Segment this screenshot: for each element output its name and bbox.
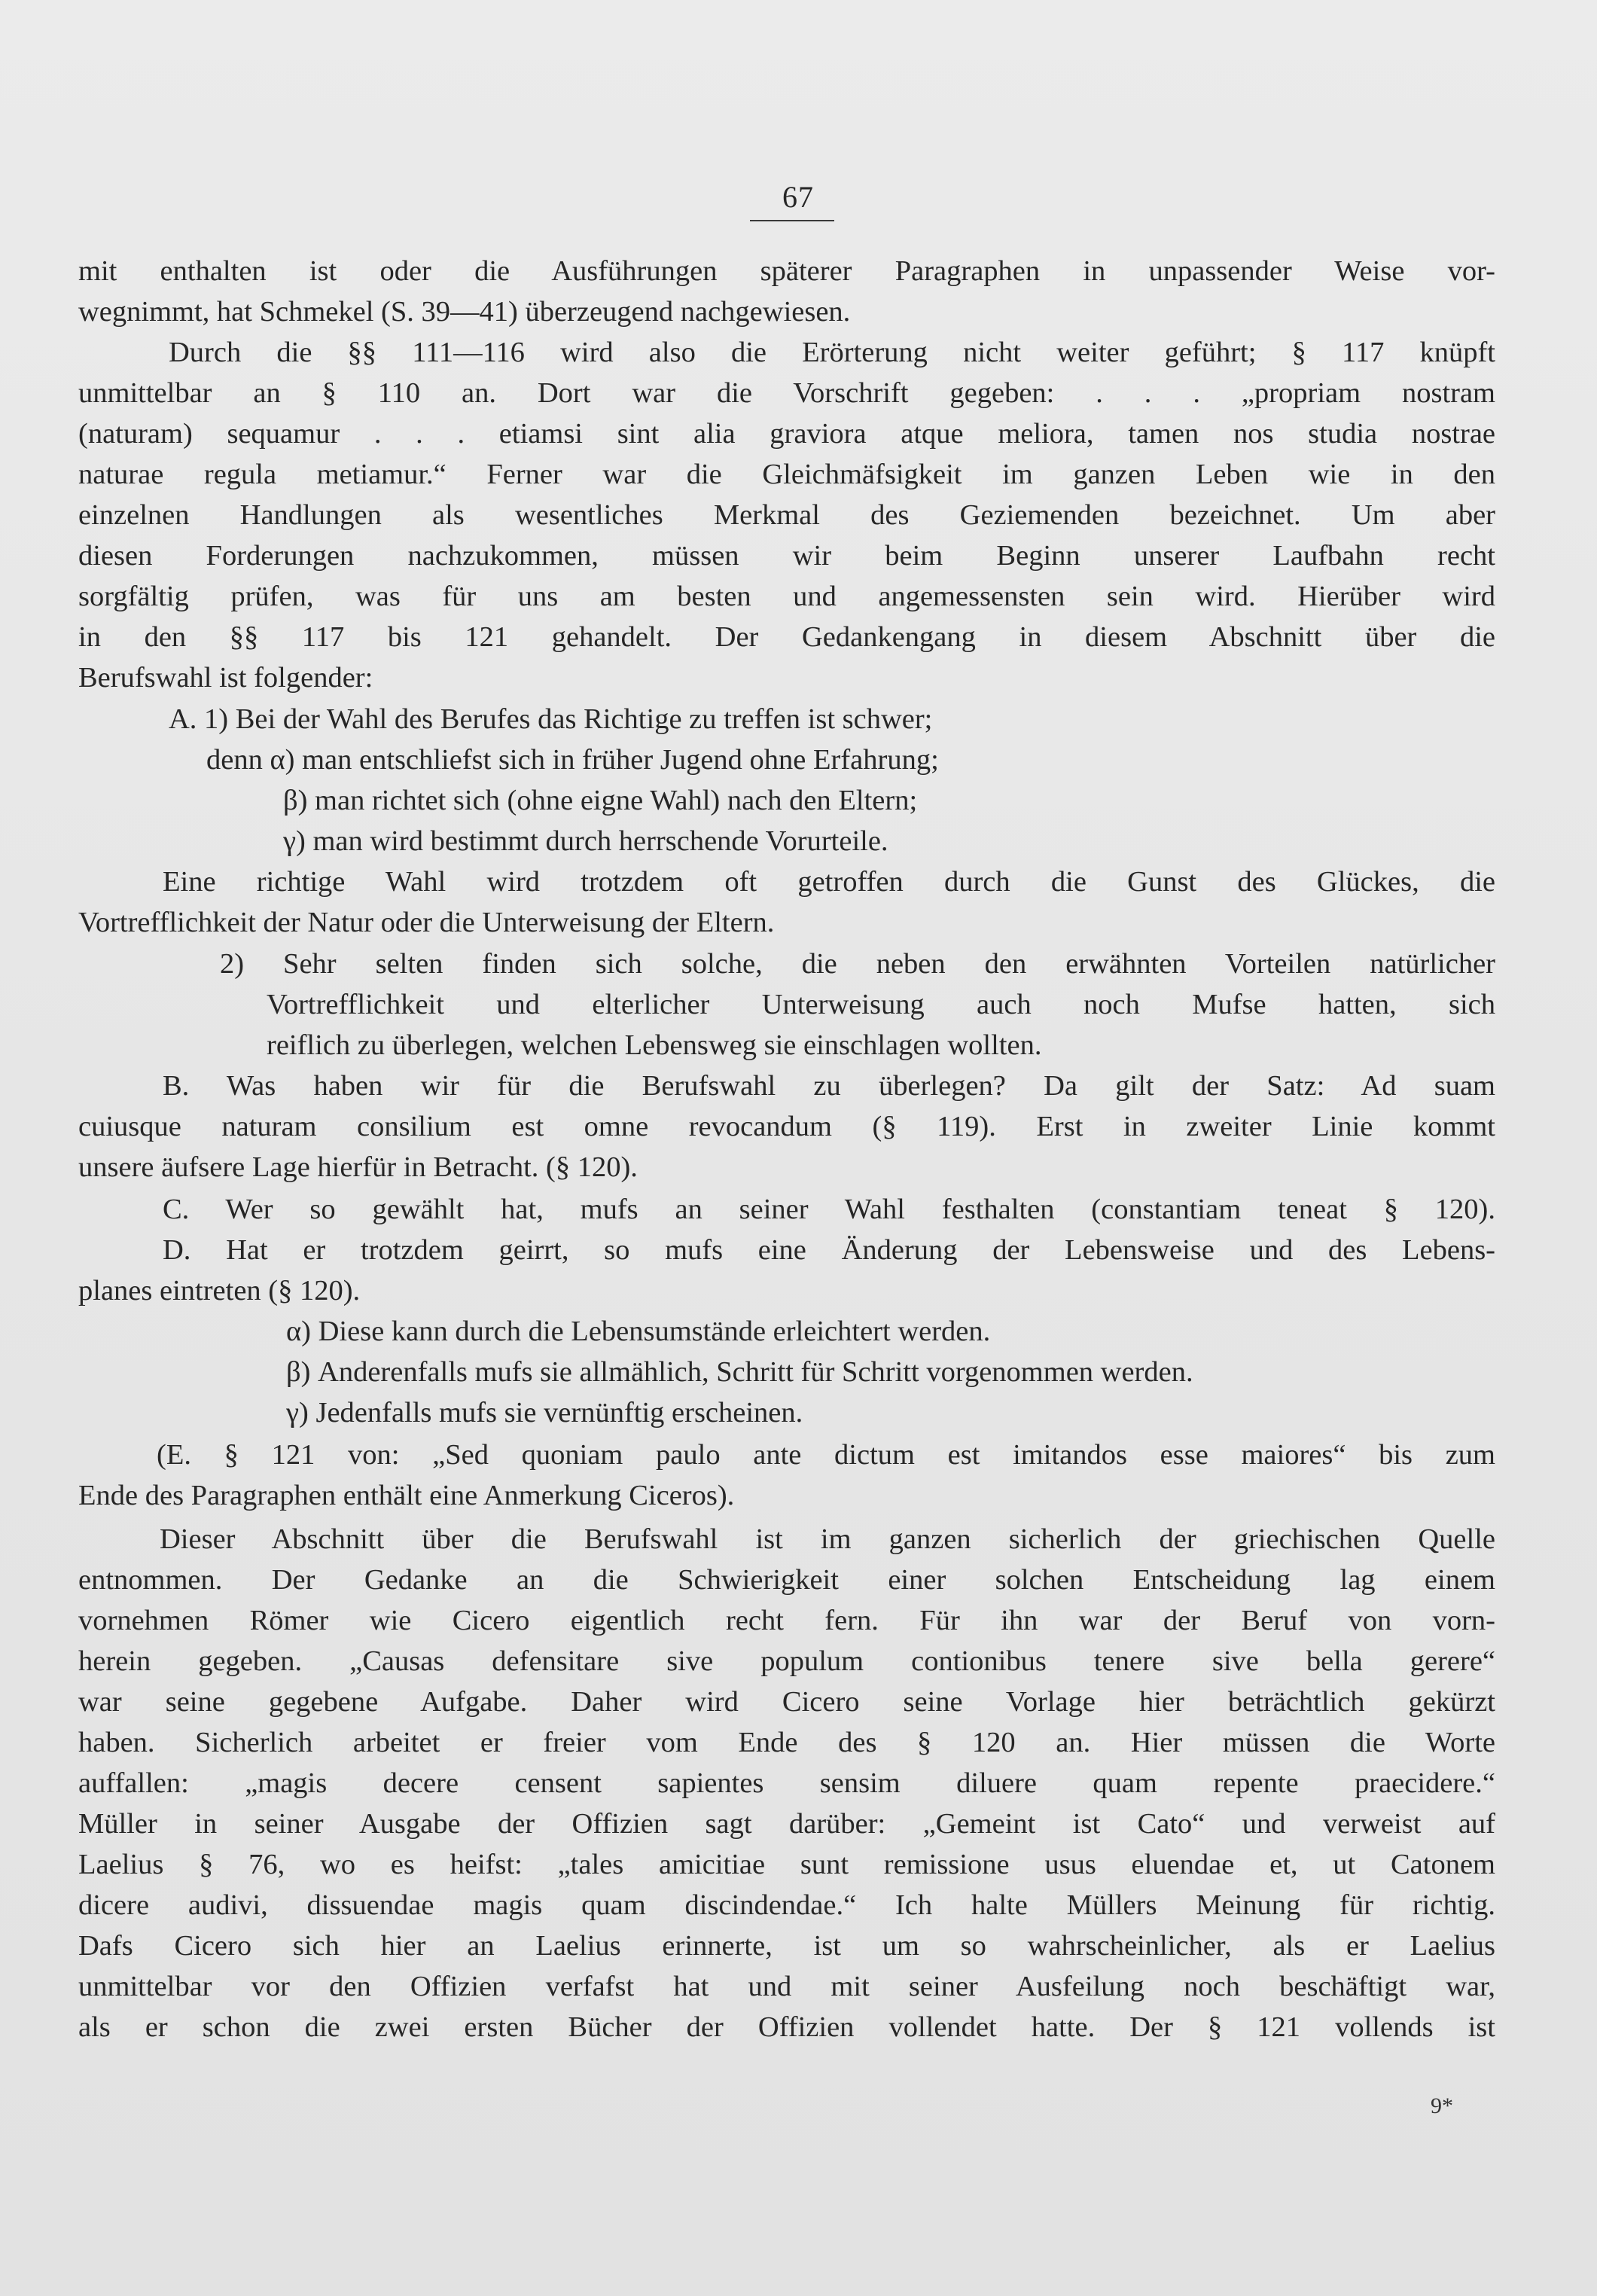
text-line: unmittelbar vor den Offizien verfafst hat und mit seiner Ausfeilung noch beschäftigt war,: [78, 1971, 1495, 2002]
text-line: entnommen. Der Gedanke an die Schwierigkeit einer solchen Entscheidung lag einem: [78, 1564, 1495, 1596]
text-line: Dieser Abschnitt über die Berufswahl ist im ganzen sicherlich der griechischen Quelle: [160, 1523, 1495, 1555]
text-line: als er schon die zwei ersten Bücher der Offizien vollendet hatte. Der § 121 vollends ist: [78, 2011, 1495, 2043]
list-item: reiflich zu überlegen, welchen Lebensweg sie einschlagen wollten.: [267, 1029, 1042, 1061]
page-number: 67: [782, 180, 814, 214]
text-line: sorgfältig prüfen, was für uns am besten und angemessensten sein wird. Hierüber wird: [78, 581, 1495, 612]
list-item: Vortrefflichkeit und elterlicher Unterweisung auch noch Mufse hatten, sich: [267, 989, 1495, 1020]
text-line: unmittelbar an § 110 an. Dort war die Vorschrift gegeben: . . . „propriam nostram: [78, 377, 1495, 409]
text-line: naturae regula metiamur.“ Ferner war die Gleichmäfsigkeit im ganzen Leben wie in den: [78, 459, 1495, 490]
list-item: denn α) man entschliefst sich in früher Jugend ohne Erfahrung;: [206, 744, 939, 776]
text-line: cuiusque naturam consilium est omne revocandum (§ 119). Erst in zweiter Linie kommt: [78, 1111, 1495, 1142]
text-line: mit enthalten ist oder die Ausführungen späterer Paragraphen in unpassender Weise vor-: [78, 255, 1495, 287]
text-line: auffallen: „magis decere censent sapientes sensim diluere quam repente praecidere.“: [78, 1767, 1495, 1799]
text-line: diesen Forderungen nachzukommen, müssen wir beim Beginn unserer Laufbahn recht: [78, 540, 1495, 572]
list-item: β) Anderenfalls mufs sie allmählich, Schritt für Schritt vorgenommen werden.: [286, 1356, 1193, 1388]
text-line: dicere audivi, dissuendae magis quam discindendae.“ Ich halte Müllers Meinung für richtig.: [78, 1889, 1495, 1921]
text-line: Müller in seiner Ausgabe der Offizien sagt darüber: „Gemeint ist Cato“ und verweist auf: [78, 1808, 1495, 1840]
text-line: wegnimmt, hat Schmekel (S. 39—41) überzeugend nachgewiesen.: [78, 296, 851, 328]
text-line: herein gegeben. „Causas defensitare sive populum contionibus tenere sive bella gerere“: [78, 1645, 1495, 1677]
text-line: einzelnen Handlungen als wesentliches Merkmal des Geziemenden bezeichnet. Um aber: [78, 499, 1495, 531]
text-line: Ende des Paragraphen enthält eine Anmerkung Ciceros).: [78, 1480, 735, 1511]
text-line: planes eintreten (§ 120).: [78, 1275, 361, 1307]
text-line: (E. § 121 von: „Sed quoniam paulo ante dictum est imitandos esse maiores“ bis zum: [157, 1439, 1495, 1471]
text-line: (naturam) sequamur . . . etiamsi sint alia graviora atque meliora, tamen nos studia nostrae: [78, 418, 1495, 450]
list-item: 2) Sehr selten finden sich solche, die neben den erwähnten Vorteilen natürlicher: [220, 948, 1495, 980]
text-line: in den §§ 117 bis 121 gehandelt. Der Gedankengang in diesem Abschnitt über die: [78, 621, 1495, 653]
list-item: A. 1) Bei der Wahl des Berufes das Richtige zu treffen ist schwer;: [169, 703, 933, 735]
list-item: γ) Jedenfalls mufs sie vernünftig erscheinen.: [286, 1397, 803, 1429]
text-line: Eine richtige Wahl wird trotzdem oft getroffen durch die Gunst des Glückes, die: [163, 866, 1495, 898]
text-line: Dafs Cicero sich hier an Laelius erinnerte, ist um so wahrscheinlicher, als er Laelius: [78, 1930, 1495, 1962]
text-line: vornehmen Römer wie Cicero eigentlich recht fern. Für ihn war der Beruf von vorn-: [78, 1605, 1495, 1636]
text-line: unsere äufsere Lage hierfür in Betracht. (§ 120).: [78, 1151, 638, 1183]
text-line: war seine gegebene Aufgabe. Daher wird Cicero seine Vorlage hier beträchtlich gekürzt: [78, 1686, 1495, 1718]
text-line: Durch die §§ 111—116 wird also die Erörterung nicht weiter geführt; § 117 knüpft: [169, 337, 1495, 368]
text-line: C. Wer so gewählt hat, mufs an seiner Wahl festhalten (constantiam teneat § 120).: [163, 1194, 1495, 1225]
text-line: Laelius § 76, wo es heifst: „tales amicitiae sunt remissione usus eluendae et, ut Catonem: [78, 1849, 1495, 1880]
list-item: β) man richtet sich (ohne eigne Wahl) nach den Eltern;: [283, 785, 918, 816]
list-item: γ) man wird bestimmt durch herrschende Vorurteile.: [283, 825, 888, 857]
page-number-rule: [750, 220, 834, 221]
text-line: B. Was haben wir für die Berufswahl zu überlegen? Da gilt der Satz: Ad suam: [163, 1070, 1495, 1102]
text-line: [78, 2050, 1495, 2086]
text-line: D. Hat er trotzdem geirrt, so mufs eine Änderung der Lebensweise und des Lebens-: [163, 1234, 1495, 1266]
text-line: Berufswahl ist folgender:: [78, 662, 373, 694]
list-item: α) Diese kann durch die Lebensumstände erleichtert werden.: [286, 1316, 991, 1347]
text-line: Vortrefflichkeit der Natur oder die Unterweisung der Eltern.: [78, 907, 775, 938]
sheet-signature: 9*: [1431, 2093, 1453, 2118]
text-line: haben. Sicherlich arbeitet er freier vom Ende des § 120 an. Hier müssen die Worte: [78, 1727, 1495, 1758]
